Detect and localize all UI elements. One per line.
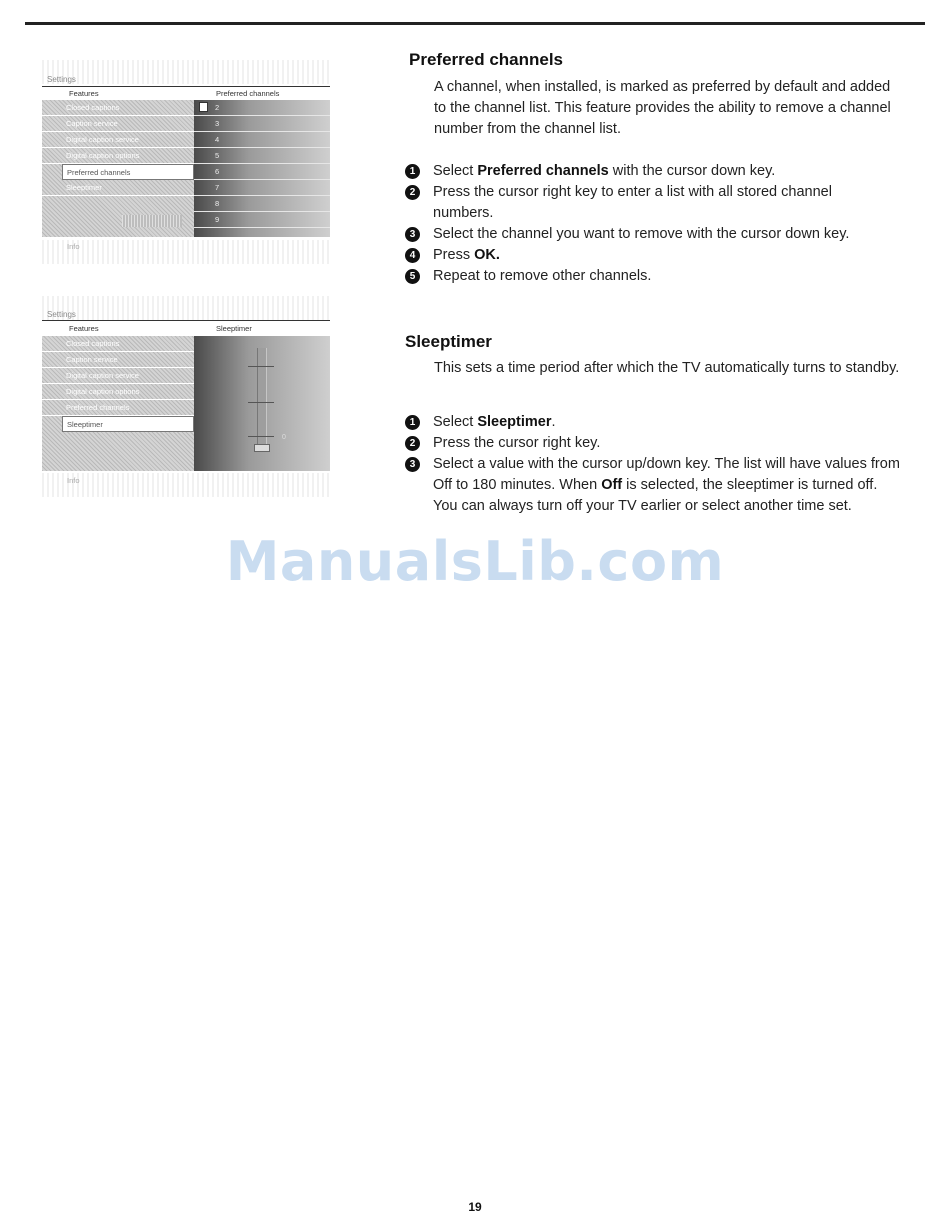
sleeptimer-heading: Sleeptimer — [405, 332, 492, 351]
channel-number: 9 — [215, 215, 220, 224]
menu-item: Digital caption options — [42, 148, 194, 164]
step-bold-text: Off — [601, 477, 623, 493]
step-text: Press — [433, 247, 475, 263]
menu-list — [42, 100, 194, 237]
menu-item: Digital caption service — [42, 368, 194, 384]
channel-row — [194, 212, 330, 228]
channel-number: 8 — [215, 199, 220, 208]
channel-number: 2 — [215, 103, 220, 112]
menu-item: Digital caption options — [42, 384, 194, 400]
step-number-icon: 3 — [405, 227, 420, 242]
preferred-channels-intro: A channel, when installed, is marked as preferred by default and added to the channel list. This feature provides the ability to remove a channel number from the channel list. — [434, 79, 891, 137]
menu-rule — [42, 320, 330, 321]
menu-info-bar — [42, 240, 330, 264]
step-text-end: with the cursor down key. — [608, 163, 776, 179]
step-text-end: is selected, the sleeptimer is turned off. — [622, 477, 878, 493]
step-text: Select the channel you want to remove with the cursor down key. — [433, 226, 850, 242]
menu-title: Settings — [47, 75, 76, 84]
menu-item: Closed captions — [42, 336, 194, 352]
step-number-icon: 1 — [405, 164, 420, 179]
preferred-channels-steps — [405, 161, 905, 287]
sleeptimer-steps — [405, 412, 915, 517]
step-item — [405, 433, 915, 454]
menu-item: Digital caption service — [42, 132, 194, 148]
menu-col2-header: Preferred channels — [216, 89, 280, 98]
checkbox-icon — [199, 102, 208, 112]
step-item — [405, 224, 905, 245]
menu-item: Caption service — [42, 116, 194, 132]
step-text: Select — [433, 414, 478, 430]
channel-number: 3 — [215, 119, 220, 128]
step-text: Press the cursor right key. — [433, 435, 601, 451]
menu-item: Closed captions — [42, 100, 194, 116]
sleeptimer-intro: This sets a time period after which the TV automatically turns to standby. — [434, 360, 900, 376]
slider-knob — [254, 444, 270, 452]
channel-row — [194, 180, 330, 196]
step-text: Press the cursor right key to enter a list with all stored channel numbers. — [433, 184, 832, 221]
watermark: ManualsLib.com — [225, 530, 725, 593]
step-number-icon: 4 — [405, 248, 420, 263]
channel-number: 7 — [215, 183, 220, 192]
menu-col1-header: Features — [69, 324, 99, 333]
menu-item-selected: Preferred channels — [62, 164, 194, 180]
top-rule — [25, 22, 925, 25]
menu-info-label: Info — [67, 476, 80, 485]
step-bold-text: Preferred channels — [477, 163, 609, 179]
sleeptimer-menu-screenshot — [42, 296, 330, 501]
menu-item: Sleeptimer — [42, 180, 194, 196]
menu-col2-header: Sleeptimer — [216, 324, 252, 333]
channel-row — [194, 196, 330, 212]
channel-row — [194, 148, 330, 164]
step-item — [405, 454, 915, 517]
menu-info-bar — [42, 473, 330, 497]
menu-item: Caption service — [42, 352, 194, 368]
slider-tick — [248, 366, 274, 367]
step-text-end: . — [551, 414, 556, 430]
channel-row — [194, 116, 330, 132]
step-item — [405, 412, 915, 433]
channel-number: 6 — [215, 167, 220, 176]
menu-title-bar — [42, 60, 330, 84]
menu-title-bar — [42, 296, 330, 320]
step-item — [405, 245, 905, 266]
menu-list — [42, 336, 194, 471]
channel-row — [194, 164, 330, 180]
step-text: Select — [433, 163, 478, 179]
step-item — [405, 266, 905, 287]
preferred-channels-menu-screenshot — [42, 60, 330, 270]
page-number: 19 — [468, 1200, 482, 1214]
menu-item: Preferred channels — [42, 400, 194, 416]
step-item — [405, 161, 905, 182]
sleeptimer-slider-panel — [194, 336, 330, 471]
menu-item-selected: Sleeptimer — [62, 416, 194, 432]
channel-list-panel — [194, 100, 330, 237]
channel-number: 4 — [215, 135, 220, 144]
slider-value: 0 — [282, 434, 286, 441]
step-bold-text: Sleeptimer — [477, 414, 552, 430]
step-number-icon: 1 — [405, 415, 420, 430]
step-text: Repeat to remove other channels. — [433, 268, 652, 284]
menu-col1-header: Features — [69, 89, 99, 98]
menu-title: Settings — [47, 310, 76, 319]
menu-rule — [42, 86, 330, 87]
menu-scroll-strip — [122, 215, 182, 227]
menu-info-label: Info — [67, 242, 80, 251]
step-extra-note: You can always turn off your TV earlier or select another time set. — [433, 498, 852, 514]
step-bold-text: OK. — [474, 247, 500, 263]
preferred-channels-heading: Preferred channels — [409, 50, 564, 69]
step-number-icon: 2 — [405, 185, 420, 200]
step-text: Select a value with the cursor up/down key. The list will have values from Off to 180 minutes. When — [433, 456, 900, 493]
step-number-icon: 5 — [405, 269, 420, 284]
slider-tick — [248, 436, 274, 437]
step-item — [405, 182, 833, 224]
slider-tick — [248, 402, 274, 403]
channel-row — [194, 100, 330, 116]
channel-number: 5 — [215, 151, 220, 160]
step-number-icon: 3 — [405, 457, 420, 472]
channel-row — [194, 132, 330, 148]
step-number-icon: 2 — [405, 436, 420, 451]
